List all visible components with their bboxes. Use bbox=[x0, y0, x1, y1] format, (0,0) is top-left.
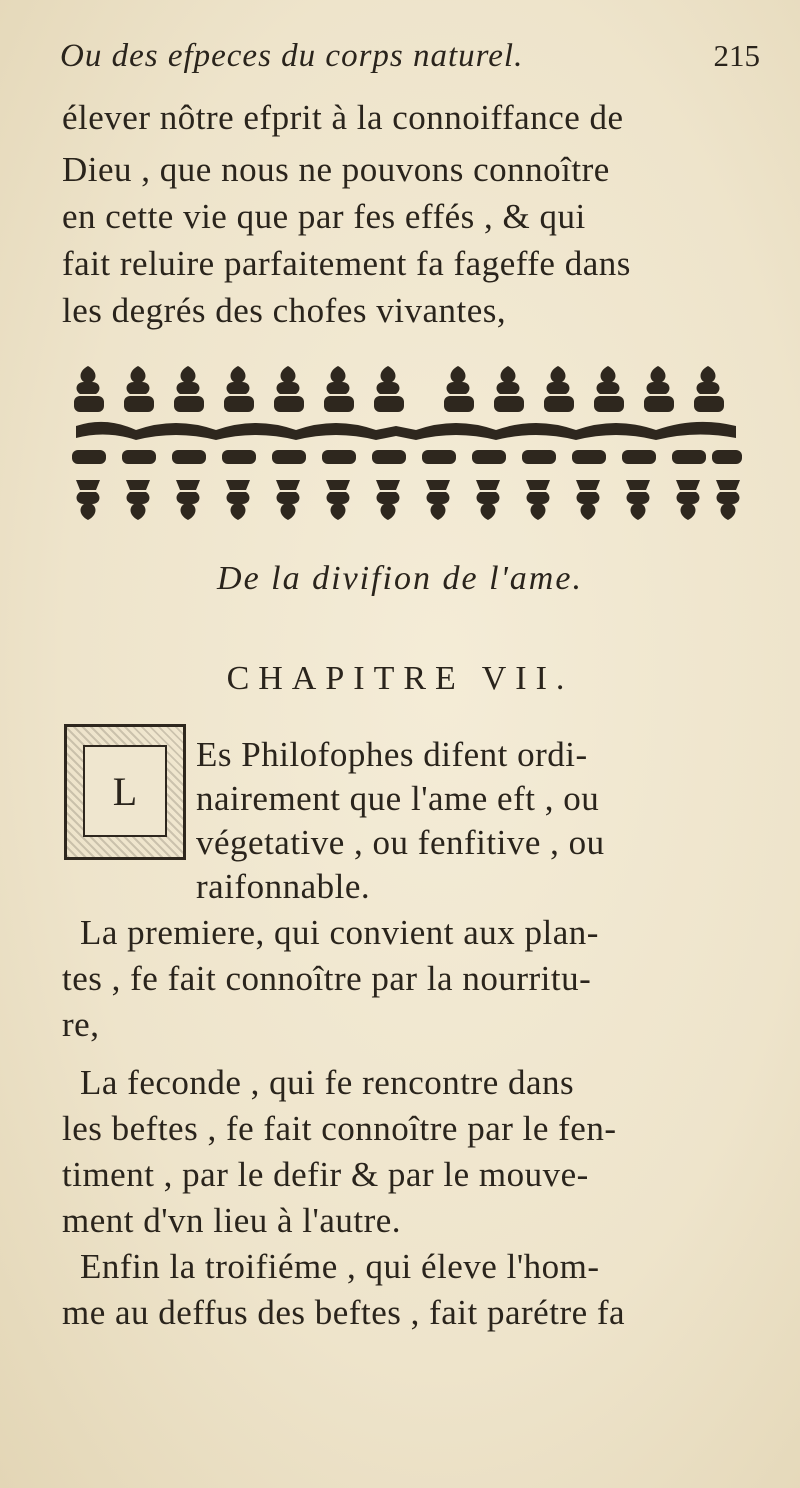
text-line: les degrés des chofes vivantes, bbox=[62, 291, 507, 330]
text-line: re, bbox=[62, 1005, 100, 1044]
text-line: ment d'vn lieu à l'autre. bbox=[62, 1201, 402, 1240]
text-line: raifonnable. bbox=[196, 867, 371, 906]
text-line: les beftes , fe fait connoître par le fen- bbox=[62, 1109, 617, 1148]
text-line: timent , par le defir & par le mouve- bbox=[62, 1155, 589, 1194]
dropcap-letter: L bbox=[83, 745, 167, 837]
section-title: De la divifion de l'ame. bbox=[217, 560, 583, 597]
text-line: La premiere, qui convient aux plan- bbox=[80, 913, 599, 952]
chapter-heading: CHAPITRE VII. bbox=[226, 660, 574, 697]
text-line: en cette vie que par fes effés , & qui bbox=[62, 197, 586, 236]
text-line: élever nôtre efprit à la connoiffance de bbox=[62, 98, 624, 137]
text-line: tes , fe fait connoître par la nourritu- bbox=[62, 959, 592, 998]
text-line: nairement que l'ame eft , ou bbox=[196, 779, 600, 818]
text-line: végetative , ou fenfitive , ou bbox=[196, 823, 605, 862]
running-title: Ou des efpeces du corps naturel. bbox=[60, 38, 524, 74]
fleuron-band-icon bbox=[66, 360, 746, 530]
page-number: 215 bbox=[713, 38, 760, 73]
text-line: fait reluire parfaitement fa fageffe dans bbox=[62, 244, 631, 283]
text-line: Es Philofophes difent ordi- bbox=[196, 735, 588, 774]
text-line: Dieu , que nous ne pouvons connoître bbox=[62, 150, 610, 189]
dropcap-frame bbox=[64, 724, 186, 860]
text-line: Enfin la troifiéme , qui éleve l'hom- bbox=[80, 1247, 600, 1286]
text-line: me au deffus des beftes , fait parétre fa bbox=[62, 1293, 626, 1332]
text-line: La feconde , qui fe rencontre dans bbox=[80, 1063, 575, 1102]
page-header bbox=[60, 38, 760, 82]
